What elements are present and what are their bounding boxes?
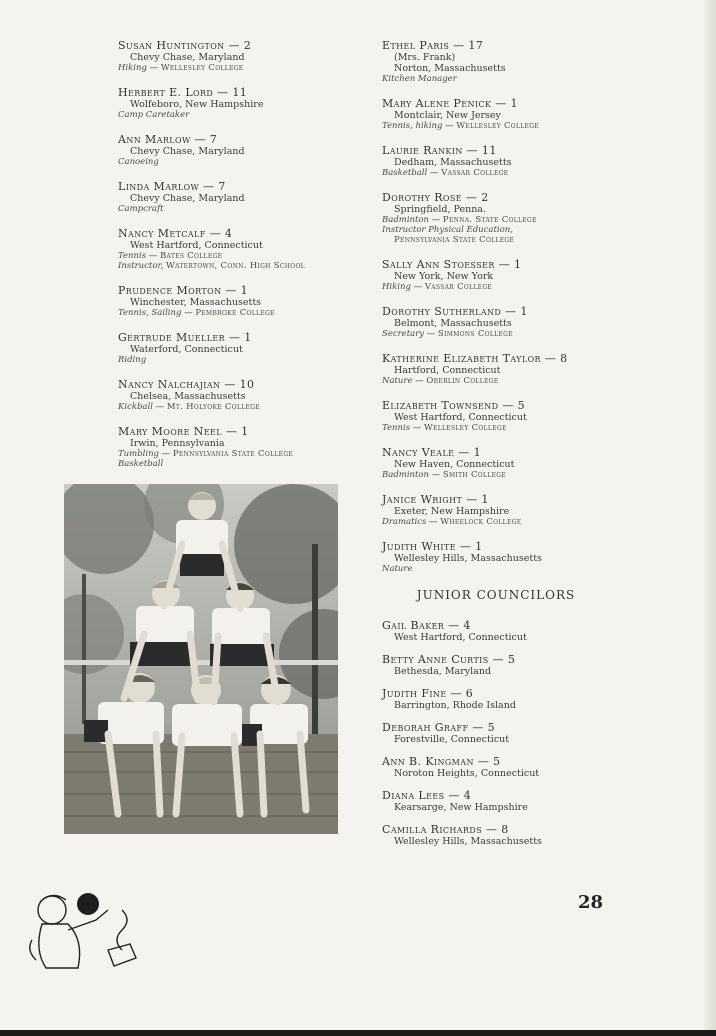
entry-sutherland — [382, 306, 610, 339]
person-activity-2: Instructor, Watertown, Conn. High School — [118, 261, 305, 271]
entry-ann-marlow — [118, 134, 348, 167]
person-name: Katherine Elizabeth Taylor — 8 — [382, 352, 568, 365]
junior-entry — [382, 722, 610, 745]
person-activity: Canoeing — [118, 157, 159, 167]
person-name: Gail Baker — 4 — [382, 619, 471, 632]
person-location: Wellesley Hills, Massachusetts — [394, 553, 542, 564]
person-location: Dedham, Massachusetts — [394, 157, 512, 168]
entry-lord — [118, 87, 348, 120]
person-activity: Dramatics — Wheelock College — [382, 517, 522, 527]
person-location: Bethesda, Maryland — [394, 666, 492, 677]
person-activity: Tennis, hiking — Wellesley College — [382, 121, 540, 131]
person-activity: Secretary — Simmons College — [382, 329, 513, 339]
person-activity: Nature — Oberlin College — [382, 376, 499, 386]
person-name: Prudence Morton — 1 — [118, 284, 249, 297]
person-name: Judith Fine — 6 — [382, 687, 474, 700]
person-location: Irwin, Pennsylvania — [130, 438, 225, 449]
person-location: Exeter, New Hampshire — [394, 506, 510, 517]
person-college: Vassar College — [424, 282, 493, 292]
entry-linda-marlow — [118, 181, 348, 214]
junior-entry — [382, 654, 610, 677]
person-college: Vassar College — [441, 168, 509, 178]
person-name: Camilla Richards — 8 — [382, 823, 509, 836]
person-name: Herbert E. Lord — 11 — [118, 86, 248, 99]
person-activity: Tumbling — Pennsylvania State College — [118, 449, 294, 459]
person-name: Judith White — 1 — [382, 540, 483, 553]
person-location: Belmont, Massachusetts — [394, 318, 512, 329]
person-location: West Hartford, Connecticut — [130, 240, 263, 251]
entry-townsend — [382, 400, 610, 433]
person-name: Betty Anne Curtis — 5 — [382, 653, 516, 666]
person-location: New Haven, Connecticut — [394, 459, 515, 470]
person-activity: Tennis, Sailing — Pembroke College — [118, 308, 275, 318]
person-location: Waterford, Connecticut — [130, 344, 243, 355]
person-location: (Mrs. Frank) — [394, 52, 456, 63]
entry-stoesser — [382, 259, 610, 292]
left-column — [118, 40, 348, 483]
person-location: Winchester, Massachusetts — [130, 297, 262, 308]
junior-entry — [382, 620, 610, 643]
person-name: Mary Alene Penick — 1 — [382, 97, 518, 110]
person-name: Dorothy Sutherland — 1 — [382, 305, 528, 318]
junior-entry — [382, 824, 610, 847]
person-name: Linda Marlow — 7 — [118, 180, 226, 193]
entry-huntington — [118, 40, 348, 73]
right-column — [382, 40, 610, 858]
entry-nalchajian — [118, 379, 348, 412]
entry-paris — [382, 40, 610, 84]
person-activity: Badminton — Smith College — [382, 470, 507, 480]
person-college: Simmons College — [437, 329, 513, 339]
person-activity-2: Instructor Physical Education, — [382, 225, 513, 235]
person-college-2: Pennsylvania State College — [394, 235, 515, 245]
person-activity: Kitchen Manager — [382, 74, 457, 84]
person-college: Smith College — [442, 470, 507, 480]
person-location: New York, New York — [394, 271, 494, 282]
cartoon-doodle-icon — [12, 880, 162, 980]
person-name: Deborah Graff — 5 — [382, 721, 496, 734]
person-college: Penna. State College — [442, 215, 537, 225]
entry-taylor — [382, 353, 610, 386]
person-name: Elizabeth Townsend — 5 — [382, 399, 526, 412]
person-location: Chevy Chase, Maryland — [130, 193, 245, 204]
person-location: Chevy Chase, Maryland — [130, 52, 245, 63]
person-college: Bates College — [159, 251, 223, 261]
pyramid-photo — [64, 484, 338, 834]
person-location: Chelsea, Massachusetts — [130, 391, 246, 402]
person-location: Kearsarge, New Hampshire — [394, 802, 528, 813]
person-activity: Campcraft — [118, 204, 164, 214]
person-college: Mt. Holyoke College — [166, 402, 260, 412]
entry-metcalf — [118, 228, 348, 271]
person-college: Wellesley College — [456, 121, 540, 131]
person-name: Ann Marlow — 7 — [118, 133, 218, 146]
junior-entry — [382, 790, 610, 813]
person-activity: Riding — [118, 355, 147, 365]
person-location: Forestville, Connecticut — [394, 734, 510, 745]
person-activity: Kickball — Mt. Holyoke College — [118, 402, 260, 412]
bottom-edge — [0, 1030, 716, 1036]
person-college: Pembroke College — [195, 308, 275, 318]
person-location: Noroton Heights, Connecticut — [394, 768, 540, 779]
person-college: Pennsylvania State College — [172, 449, 294, 459]
person-name: Nancy Nalchajian — 10 — [118, 378, 255, 391]
person-college-2: Watertown, Conn. High School — [165, 261, 305, 271]
person-location: Hartford, Connecticut — [394, 365, 501, 376]
person-name: Susan Huntington — 2 — [118, 39, 252, 52]
entry-rose — [382, 192, 610, 245]
person-college: Wellesley College — [423, 423, 507, 433]
person-location: Barrington, Rhode Island — [394, 700, 516, 711]
page-edge — [704, 0, 716, 1036]
person-location: Wolfeboro, New Hampshire — [130, 99, 264, 110]
person-name: Gertrude Mueller — 1 — [118, 331, 252, 344]
entry-mueller — [118, 332, 348, 365]
person-location: West Hartford, Connecticut — [394, 412, 527, 423]
person-name: Nancy Veale — 1 — [382, 446, 482, 459]
person-name: Ethel Paris — 17 — [382, 39, 484, 52]
entry-wright — [382, 494, 610, 527]
person-name: Ann B. Kingman — 5 — [382, 755, 501, 768]
person-name: Laurie Rankin — 11 — [382, 144, 497, 157]
entry-veale — [382, 447, 610, 480]
person-location: Montclair, New Jersey — [394, 110, 501, 121]
junior-entry — [382, 756, 610, 779]
entry-white — [382, 541, 610, 574]
person-activity: Nature — [382, 564, 413, 574]
junior-councilors-heading: JUNIOR COUNCILORS — [416, 588, 576, 602]
entry-penick — [382, 98, 610, 131]
person-location: Chevy Chase, Maryland — [130, 146, 245, 157]
person-college: Oberlin College — [426, 376, 499, 386]
person-name: Sally Ann Stoesser — 1 — [382, 258, 522, 271]
page-number: 28 — [578, 892, 604, 913]
entry-morton — [118, 285, 348, 318]
entry-rankin — [382, 145, 610, 178]
junior-entry — [382, 688, 610, 711]
person-activity: Badminton — Penna. State College — [382, 215, 537, 225]
person-activity: Tennis — Wellesley College — [382, 423, 507, 433]
person-college: Wheelock College — [440, 517, 522, 527]
person-activity: Tennis — Bates College — [118, 251, 223, 261]
entry-neel — [118, 426, 348, 469]
person-name: Mary Moore Neel — 1 — [118, 425, 249, 438]
person-name: Diana Lees — 4 — [382, 789, 472, 802]
person-activity: Camp Caretaker — [118, 110, 190, 120]
person-college: Wellesley College — [160, 63, 244, 73]
person-location-2: Norton, Massachusetts — [394, 63, 506, 74]
person-location: Wellesley Hills, Massachusetts — [394, 836, 542, 847]
person-name: Janice Wright — 1 — [382, 493, 489, 506]
person-name: Dorothy Rose — 2 — [382, 191, 489, 204]
person-location: Springfield, Penna. — [394, 204, 486, 215]
person-location: West Hartford, Connecticut — [394, 632, 527, 643]
person-activity: Basketball — Vassar College — [382, 168, 509, 178]
person-activity: Hiking — Vassar College — [382, 282, 493, 292]
person-name: Nancy Metcalf — 4 — [118, 227, 233, 240]
person-activity-2: Basketball — [118, 459, 164, 469]
person-activity: Hiking — Wellesley College — [118, 63, 244, 73]
